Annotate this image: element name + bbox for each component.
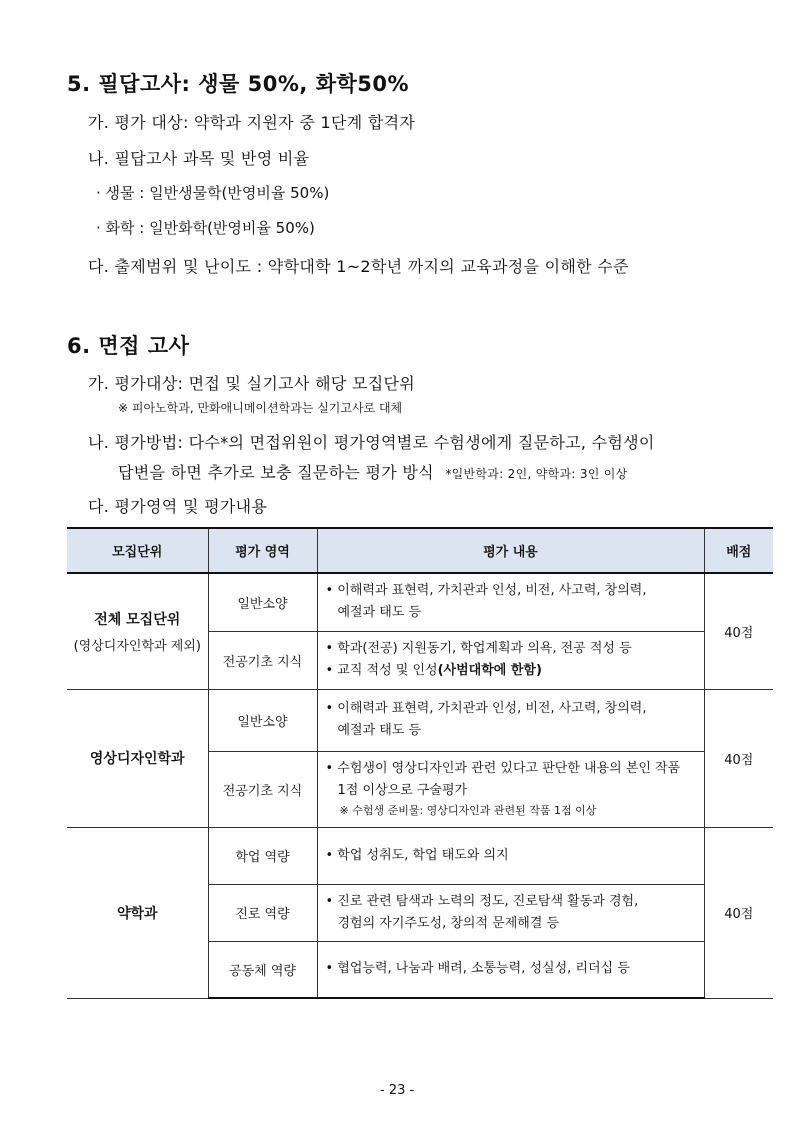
section6-item-c: 다. 평가영역 및 평가내용 xyxy=(88,497,268,516)
table-row xyxy=(67,573,773,631)
score-cell: 40점 xyxy=(704,573,773,689)
area-cell: 일반소양 xyxy=(208,689,317,751)
table-row xyxy=(67,689,773,751)
score-cell: 40점 xyxy=(704,827,773,998)
section5-title: 5. 필답고사: 생물 50%, 화학50% xyxy=(67,72,410,96)
content-cell xyxy=(317,573,704,631)
content-line: 경험의 자기주도성, 창의적 문제해결 등 xyxy=(337,915,560,931)
unit-name: 약학과 xyxy=(116,905,158,922)
area-cell: 전공기초 지식 xyxy=(208,751,317,827)
content-cell xyxy=(317,751,704,827)
section6-item-b-line1: 나. 평가방법: 다수*의 면접위원이 평가영역별로 수험생에게 질문하고, 수험생이 xyxy=(88,433,655,452)
table-row xyxy=(67,827,773,884)
content-cell xyxy=(317,941,704,998)
table-header-row xyxy=(67,528,773,573)
unit-cell xyxy=(67,827,208,998)
evaluation-table xyxy=(67,527,773,999)
section6-item-b-text: 답변을 하면 추가로 보충 질문하는 평가 방식 xyxy=(118,463,434,482)
section6-title: 6. 면접 고사 xyxy=(67,334,190,358)
area-cell: 전공기초 지식 xyxy=(208,631,317,689)
content-line xyxy=(326,660,698,682)
area-cell: 공동체 역량 xyxy=(208,941,317,998)
content-line: 예절과 태도 등 xyxy=(337,723,422,738)
header-unit: 모집단위 xyxy=(67,528,208,573)
section5-item-a: 가. 평가 대상: 약학과 지원자 중 1단계 합격자 xyxy=(88,113,416,132)
section5-item-b: 나. 필답고사 과목 및 반영 비율 xyxy=(88,149,310,168)
header-content: 평가 내용 xyxy=(317,528,704,573)
content-cell xyxy=(317,631,704,689)
content-line: • 수험생이 영상디자인과 관련 있다고 판단한 내용의 본인 작품 xyxy=(325,761,681,776)
page-number: - 23 - xyxy=(380,1083,415,1098)
area-cell: 진로 역량 xyxy=(208,884,317,941)
header-score: 배점 xyxy=(704,528,773,573)
content-note: ※ 수험생 준비물: 영상디자인과 관련된 작품 1점 이상 xyxy=(339,804,597,817)
content-line: • 이해력과 표현력, 가치관과 인성, 비전, 사고력, 창의력, xyxy=(325,583,647,599)
content-cell xyxy=(317,827,704,884)
section6-item-b-note: *일반학과: 2인, 약학과: 3인 이상 xyxy=(445,467,628,481)
content-text: • 교직 적성 및 인성 xyxy=(325,663,438,678)
area-cell: 일반소양 xyxy=(208,573,317,631)
content-cell xyxy=(317,689,704,751)
content-line: 1점 이상으로 구술평가 xyxy=(337,783,468,798)
unit-name: 전체 모집단위 xyxy=(94,611,181,628)
content-bold-suffix: (사범대학에 한함) xyxy=(437,663,542,678)
content-line: • 학과(전공) 지원동기, 학업계획과 의욕, 전공 적성 등 xyxy=(325,641,632,656)
section5-item-c: 다. 출제범위 및 난이도 : 약학대학 1~2학년 까지의 교육과정을 이해한 수준 xyxy=(88,257,629,276)
area-cell: 학업 역량 xyxy=(208,827,317,884)
content-line: • 학업 성취도, 학업 태도와 의지 xyxy=(325,847,509,863)
content-line: 예절과 태도 등 xyxy=(337,605,422,621)
unit-name: 영상디자인학과 xyxy=(89,751,185,767)
unit-cell xyxy=(67,573,208,689)
unit-cell xyxy=(67,689,208,827)
section6-item-a: 가. 평가대상: 면접 및 실기고사 해당 모집단위 xyxy=(88,374,416,393)
content-line: • 협업능력, 나눔과 배려, 소통능력, 성실성, 리더십 등 xyxy=(325,961,630,977)
content-cell xyxy=(317,884,704,941)
header-area: 평가 영역 xyxy=(208,528,317,573)
content-line: • 이해력과 표현력, 가치관과 인성, 비전, 사고력, 창의력, xyxy=(325,701,647,716)
section6-item-a-note: ※ 피아노학과, 만화애니메이션학과는 실기고사로 대체 xyxy=(118,401,403,415)
unit-sub: (영상디자인학과 제외) xyxy=(73,638,201,654)
section6-item-b-line2 xyxy=(118,460,628,483)
section5-bullet-bio: · 생물 : 일반생물학(반영비율 50%) xyxy=(96,184,330,202)
score-cell: 40점 xyxy=(704,689,773,827)
section5-bullet-chem: · 화학 : 일반화학(반영비율 50%) xyxy=(96,219,315,237)
content-line: • 진로 관련 탐색과 노력의 정도, 진로탐색 활동과 경험, xyxy=(325,893,639,909)
